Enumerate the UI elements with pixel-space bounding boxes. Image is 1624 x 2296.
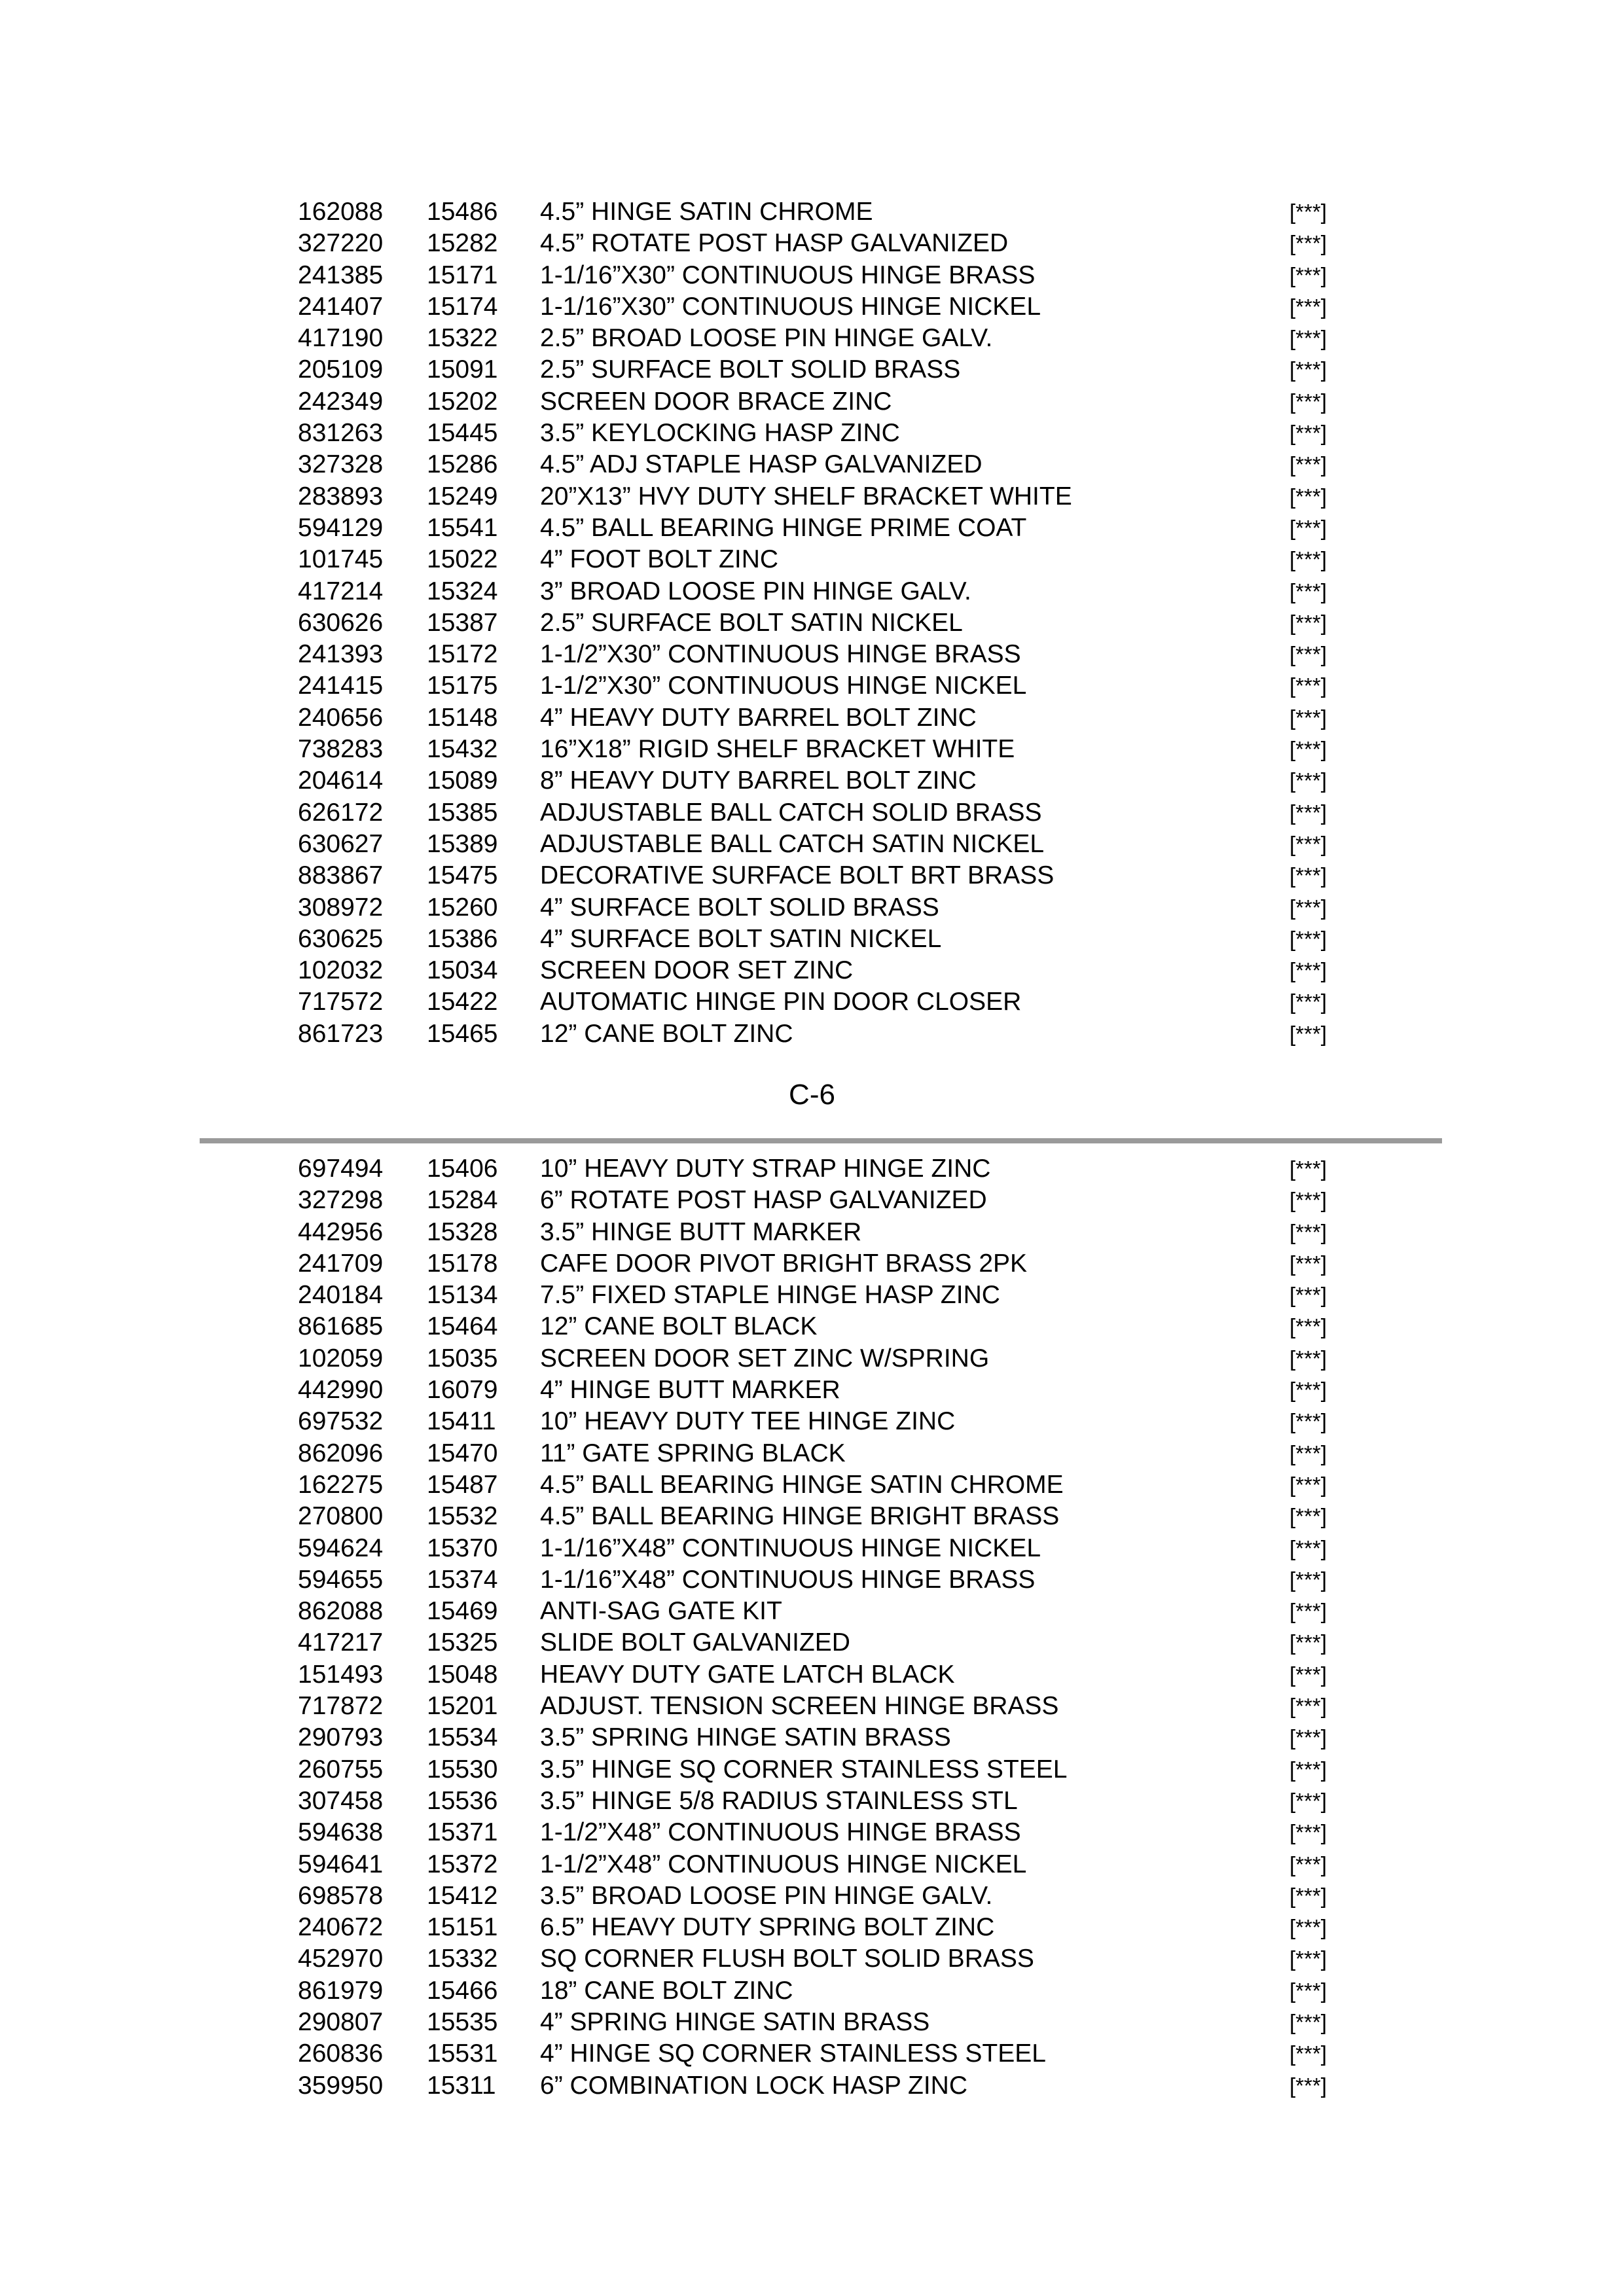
item-description: 6” ROTATE POST HASP GALVANIZED [540, 1186, 987, 1215]
sku-number: 15536 [427, 1786, 498, 1815]
table-row [298, 860, 1345, 891]
sku-number: 15091 [427, 355, 498, 384]
sku-number: 15541 [427, 513, 498, 542]
item-description: ADJUSTABLE BALL CATCH SATIN NICKEL [540, 829, 1045, 858]
item-description: 4.5” BALL BEARING HINGE BRIGHT BRASS [540, 1502, 1060, 1531]
price-redacted: [***] [1290, 1946, 1327, 1971]
table-row [298, 639, 1345, 670]
item-description: 4.5” ROTATE POST HASP GALVANIZED [540, 229, 1009, 258]
item-description: 8” HEAVY DUTY BARREL BOLT ZINC [540, 766, 977, 795]
table-row [298, 1785, 1345, 1817]
table-row [298, 955, 1345, 986]
table-row [298, 1849, 1345, 1880]
table-row [298, 1659, 1345, 1691]
item-number: 240656 [298, 703, 384, 732]
price-redacted: [***] [1290, 357, 1327, 382]
table-row [298, 702, 1345, 734]
price-redacted: [***] [1290, 1757, 1327, 1782]
item-number: 327220 [298, 229, 384, 258]
table-row [298, 512, 1345, 544]
item-description: 2.5” SURFACE BOLT SOLID BRASS [540, 355, 961, 384]
item-description: SCREEN DOOR BRACE ZINC [540, 387, 892, 416]
item-number: 442956 [298, 1217, 384, 1246]
sku-number: 15530 [427, 1755, 498, 1784]
price-redacted: [***] [1290, 421, 1327, 446]
item-description: 3.5” HINGE BUTT MARKER [540, 1217, 862, 1246]
sku-number: 15386 [427, 924, 498, 953]
sku-number: 15089 [427, 766, 498, 795]
item-number: 630625 [298, 924, 384, 953]
item-number: 102032 [298, 956, 384, 985]
sku-number: 15134 [427, 1281, 498, 1310]
table-row [298, 386, 1345, 418]
price-redacted: [***] [1290, 1346, 1327, 1371]
sku-number: 15284 [427, 1186, 498, 1215]
item-description: ANTI-SAG GATE KIT [540, 1597, 782, 1626]
sku-number: 15411 [427, 1407, 496, 1436]
price-redacted: [***] [1290, 1314, 1327, 1339]
item-number: 417214 [298, 577, 384, 605]
item-number: 240672 [298, 1913, 384, 1942]
price-redacted: [***] [1290, 863, 1327, 888]
price-redacted: [***] [1290, 2073, 1327, 2098]
sku-number: 15325 [427, 1628, 498, 1657]
item-number: 594624 [298, 1534, 384, 1562]
item-description: 1-1/16”X30” CONTINUOUS HINGE NICKEL [540, 292, 1041, 321]
item-number: 861685 [298, 1312, 384, 1341]
table-row [298, 1533, 1345, 1564]
table-row [298, 1311, 1345, 1342]
item-description: 7.5” FIXED STAPLE HINGE HASP ZINC [540, 1281, 1000, 1310]
price-redacted: [***] [1290, 1852, 1327, 1876]
price-redacted: [***] [1290, 1725, 1327, 1750]
sku-number: 15148 [427, 703, 498, 732]
item-description: 12” CANE BOLT ZINC [540, 1019, 793, 1048]
item-number: 883867 [298, 861, 384, 890]
table-row [298, 291, 1345, 323]
table-row [298, 1596, 1345, 1627]
product-table-top [298, 196, 1345, 1050]
item-number: 452970 [298, 1945, 384, 1973]
price-redacted: [***] [1290, 1788, 1327, 1813]
price-redacted: [***] [1290, 895, 1327, 920]
table-row [298, 1185, 1345, 1216]
item-number: 717872 [298, 1692, 384, 1721]
table-row [298, 323, 1345, 354]
sku-number: 15385 [427, 798, 498, 827]
item-description: 10” HEAVY DUTY TEE HINGE ZINC [540, 1407, 956, 1436]
price-redacted: [***] [1290, 1378, 1327, 1403]
sku-number: 15370 [427, 1534, 498, 1562]
sku-number: 15311 [427, 2071, 496, 2100]
item-number: 717572 [298, 988, 384, 1016]
price-redacted: [***] [1290, 579, 1327, 603]
item-description: SCREEN DOOR SET ZINC W/SPRING [540, 1344, 990, 1372]
item-description: CAFE DOOR PIVOT BRIGHT BRASS 2PK [540, 1249, 1028, 1278]
price-redacted: [***] [1290, 2041, 1327, 2066]
item-description: 1-1/16”X48” CONTINUOUS HINGE NICKEL [540, 1534, 1041, 1562]
table-row [298, 1438, 1345, 1469]
item-number: 861723 [298, 1019, 384, 1048]
table-row [298, 1564, 1345, 1596]
price-redacted: [***] [1290, 231, 1327, 256]
item-description: 10” HEAVY DUTY STRAP HINGE ZINC [540, 1155, 991, 1183]
item-number: 417190 [298, 324, 384, 353]
item-description: SQ CORNER FLUSH BOLT SOLID BRASS [540, 1945, 1034, 1973]
sku-number: 15389 [427, 829, 498, 858]
item-number: 307458 [298, 1786, 384, 1815]
sku-number: 15475 [427, 861, 498, 890]
table-row [298, 1343, 1345, 1374]
price-redacted: [***] [1290, 1219, 1327, 1244]
item-description: 4” FOOT BOLT ZINC [540, 545, 779, 574]
item-description: 18” CANE BOLT ZINC [540, 1976, 793, 2005]
item-number: 241393 [298, 640, 384, 669]
price-redacted: [***] [1290, 1021, 1327, 1046]
item-number: 630626 [298, 608, 384, 637]
item-number: 242349 [298, 387, 384, 416]
price-redacted: [***] [1290, 1504, 1327, 1529]
price-redacted: [***] [1290, 1915, 1327, 1940]
table-row [298, 1280, 1345, 1311]
price-redacted: [***] [1290, 990, 1327, 1014]
item-number: 594638 [298, 1818, 384, 1847]
sku-number: 15175 [427, 672, 498, 700]
item-description: 4.5” ADJ STAPLE HASP GALVANIZED [540, 450, 983, 479]
item-number: 270800 [298, 1502, 384, 1531]
table-row [298, 1018, 1345, 1050]
item-number: 697494 [298, 1155, 384, 1183]
page-label: C-6 [789, 1079, 835, 1111]
item-description: 4” SPRING HINGE SATIN BRASS [540, 2008, 930, 2037]
price-redacted: [***] [1290, 262, 1327, 287]
price-redacted: [***] [1290, 831, 1327, 856]
price-redacted: [***] [1290, 800, 1327, 825]
sku-number: 15465 [427, 1019, 498, 1048]
sku-number: 15022 [427, 545, 498, 574]
price-redacted: [***] [1290, 768, 1327, 793]
price-redacted: [***] [1290, 452, 1327, 477]
price-redacted: [***] [1290, 926, 1327, 951]
sku-number: 15535 [427, 2008, 498, 2037]
item-number: 205109 [298, 355, 384, 384]
item-description: 6.5” HEAVY DUTY SPRING BOLT ZINC [540, 1913, 995, 1942]
table-row [298, 892, 1345, 924]
table-row [298, 2038, 1345, 2070]
sku-number: 15374 [427, 1565, 498, 1594]
price-redacted: [***] [1290, 1409, 1327, 1434]
table-row [298, 1912, 1345, 1943]
table-row [298, 2070, 1345, 2102]
sku-number: 15372 [427, 1850, 498, 1878]
item-number: 162275 [298, 1470, 384, 1499]
price-redacted: [***] [1290, 326, 1327, 351]
item-description: 3.5” BROAD LOOSE PIN HINGE GALV. [540, 1881, 993, 1910]
item-number: 241385 [298, 260, 384, 289]
item-number: 359950 [298, 2071, 384, 2100]
sku-number: 15174 [427, 292, 498, 321]
item-description: 3.5” SPRING HINGE SATIN BRASS [540, 1723, 951, 1752]
item-description: 3.5” HINGE 5/8 RADIUS STAINLESS STL [540, 1786, 1018, 1815]
price-redacted: [***] [1290, 1694, 1327, 1719]
item-number: 162088 [298, 198, 384, 226]
sku-number: 16079 [427, 1376, 498, 1405]
item-description: SCREEN DOOR SET ZINC [540, 956, 854, 985]
item-description: 3” BROAD LOOSE PIN HINGE GALV. [540, 577, 971, 605]
sku-number: 15202 [427, 387, 498, 416]
sku-number: 15171 [427, 260, 498, 289]
price-redacted: [***] [1290, 610, 1327, 635]
sku-number: 15201 [427, 1692, 498, 1721]
item-description: 3.5” HINGE SQ CORNER STAINLESS STEEL [540, 1755, 1068, 1784]
sku-number: 15282 [427, 229, 498, 258]
sku-number: 15445 [427, 419, 498, 448]
price-redacted: [***] [1290, 200, 1327, 224]
table-row [298, 1627, 1345, 1659]
price-redacted: [***] [1290, 389, 1327, 414]
item-number: 283893 [298, 482, 384, 511]
item-description: 20”X13” HVY DUTY SHELF BRACKET WHITE [540, 482, 1072, 511]
item-description: 4.5” BALL BEARING HINGE SATIN CHROME [540, 1470, 1064, 1499]
item-description: 4” HINGE BUTT MARKER [540, 1376, 840, 1405]
sku-number: 15464 [427, 1312, 498, 1341]
item-description: 12” CANE BOLT BLACK [540, 1312, 818, 1341]
item-description: 1-1/2”X30” CONTINUOUS HINGE NICKEL [540, 672, 1027, 700]
table-row [298, 924, 1345, 955]
table-row [298, 1406, 1345, 1437]
table-row [298, 1469, 1345, 1501]
sku-number: 15322 [427, 324, 498, 353]
sku-number: 15469 [427, 1597, 498, 1626]
item-description: AUTOMATIC HINGE PIN DOOR CLOSER [540, 988, 1022, 1016]
table-row [298, 1754, 1345, 1785]
price-redacted: [***] [1290, 737, 1327, 762]
price-redacted: [***] [1290, 1251, 1327, 1276]
item-number: 594129 [298, 513, 384, 542]
page-divider [200, 1138, 1442, 1143]
sku-number: 15034 [427, 956, 498, 985]
price-redacted: [***] [1290, 673, 1327, 698]
item-number: 327328 [298, 450, 384, 479]
table-row [298, 986, 1345, 1018]
sku-number: 15466 [427, 1976, 498, 2005]
table-row [298, 576, 1345, 607]
sku-number: 15286 [427, 450, 498, 479]
item-number: 738283 [298, 735, 384, 764]
item-number: 327298 [298, 1186, 384, 1215]
table-row [298, 449, 1345, 480]
price-redacted: [***] [1290, 2010, 1327, 2035]
table-row [298, 734, 1345, 765]
item-description: 4” SURFACE BOLT SATIN NICKEL [540, 924, 942, 953]
item-number: 594655 [298, 1565, 384, 1594]
table-row [298, 829, 1345, 860]
table-row [298, 544, 1345, 575]
item-number: 626172 [298, 798, 384, 827]
item-number: 862088 [298, 1597, 384, 1626]
price-redacted: [***] [1290, 705, 1327, 730]
sku-number: 15406 [427, 1155, 498, 1183]
sku-number: 15249 [427, 482, 498, 511]
item-description: 4” SURFACE BOLT SOLID BRASS [540, 893, 939, 922]
item-description: 3.5” KEYLOCKING HASP ZINC [540, 419, 900, 448]
item-description: 11” GATE SPRING BLACK [540, 1439, 846, 1467]
table-row [298, 2007, 1345, 2038]
item-number: 204614 [298, 766, 384, 795]
table-row [298, 1153, 1345, 1185]
item-description: 4” HEAVY DUTY BARREL BOLT ZINC [540, 703, 977, 732]
table-row [298, 765, 1345, 797]
sku-number: 15035 [427, 1344, 498, 1372]
sku-number: 15432 [427, 735, 498, 764]
item-number: 697532 [298, 1407, 384, 1436]
table-row [298, 481, 1345, 512]
item-number: 240184 [298, 1281, 384, 1310]
sku-number: 15172 [427, 640, 498, 669]
sku-number: 15048 [427, 1660, 498, 1689]
table-row [298, 354, 1345, 386]
item-description: 16”X18” RIGID SHELF BRACKET WHITE [540, 735, 1015, 764]
price-redacted: [***] [1290, 1535, 1327, 1560]
table-row [298, 228, 1345, 259]
item-number: 290793 [298, 1723, 384, 1752]
table-row [298, 670, 1345, 702]
sku-number: 15534 [427, 1723, 498, 1752]
sku-number: 15371 [427, 1818, 498, 1847]
item-number: 861979 [298, 1976, 384, 2005]
table-row [298, 1943, 1345, 1975]
sku-number: 15178 [427, 1249, 498, 1278]
item-description: ADJUSTABLE BALL CATCH SOLID BRASS [540, 798, 1042, 827]
item-description: 1-1/2”X48” CONTINUOUS HINGE BRASS [540, 1818, 1021, 1847]
item-description: 1-1/16”X48” CONTINUOUS HINGE BRASS [540, 1565, 1036, 1594]
sku-number: 15531 [427, 2039, 498, 2068]
table-row [298, 1975, 1345, 2007]
item-description: ADJUST. TENSION SCREEN HINGE BRASS [540, 1692, 1059, 1721]
sku-number: 15387 [427, 608, 498, 637]
item-description: 4.5” BALL BEARING HINGE PRIME COAT [540, 513, 1027, 542]
item-number: 101745 [298, 545, 384, 574]
item-number: 260755 [298, 1755, 384, 1784]
sku-number: 15260 [427, 893, 498, 922]
item-number: 260836 [298, 2039, 384, 2068]
table-row [298, 1501, 1345, 1532]
table-row [298, 1817, 1345, 1848]
sku-number: 15324 [427, 577, 498, 605]
table-row [298, 1691, 1345, 1722]
price-redacted: [***] [1290, 1978, 1327, 2003]
price-redacted: [***] [1290, 1567, 1327, 1592]
item-number: 308972 [298, 893, 384, 922]
item-description: SLIDE BOLT GALVANIZED [540, 1628, 850, 1657]
item-number: 442990 [298, 1376, 384, 1405]
table-row [298, 418, 1345, 449]
table-row [298, 260, 1345, 291]
price-redacted: [***] [1290, 547, 1327, 572]
price-redacted: [***] [1290, 1157, 1327, 1181]
item-description: 4” HINGE SQ CORNER STAINLESS STEEL [540, 2039, 1046, 2068]
item-description: 1-1/16”X30” CONTINUOUS HINGE BRASS [540, 260, 1036, 289]
price-redacted: [***] [1290, 1188, 1327, 1213]
price-redacted: [***] [1290, 294, 1327, 319]
sku-number: 15470 [427, 1439, 498, 1467]
item-description: 1-1/2”X30” CONTINUOUS HINGE BRASS [540, 640, 1021, 669]
item-description: 2.5” BROAD LOOSE PIN HINGE GALV. [540, 324, 993, 353]
item-description: 1-1/2”X48” CONTINUOUS HINGE NICKEL [540, 1850, 1027, 1878]
table-row [298, 797, 1345, 829]
sku-number: 15486 [427, 198, 498, 226]
item-description: HEAVY DUTY GATE LATCH BLACK [540, 1660, 955, 1689]
price-redacted: [***] [1290, 642, 1327, 667]
table-row [298, 1248, 1345, 1280]
table-row [298, 196, 1345, 228]
price-redacted: [***] [1290, 484, 1327, 509]
price-redacted: [***] [1290, 1883, 1327, 1908]
sku-number: 15151 [427, 1913, 498, 1942]
item-number: 241709 [298, 1249, 384, 1278]
item-description: 6” COMBINATION LOCK HASP ZINC [540, 2071, 967, 2100]
sku-number: 15422 [427, 988, 498, 1016]
item-number: 630627 [298, 829, 384, 858]
item-number: 151493 [298, 1660, 384, 1689]
table-row [298, 1217, 1345, 1248]
item-description: 4.5” HINGE SATIN CHROME [540, 198, 873, 226]
price-redacted: [***] [1290, 1820, 1327, 1845]
product-table-bottom [298, 1153, 1345, 2102]
item-number: 241415 [298, 672, 384, 700]
price-redacted: [***] [1290, 1662, 1327, 1687]
item-number: 241407 [298, 292, 384, 321]
item-description: DECORATIVE SURFACE BOLT BRT BRASS [540, 861, 1055, 890]
sku-number: 15332 [427, 1945, 498, 1973]
table-row [298, 1722, 1345, 1753]
table-row [298, 607, 1345, 639]
sku-number: 15412 [427, 1881, 498, 1910]
sku-number: 15532 [427, 1502, 498, 1531]
item-number: 102059 [298, 1344, 384, 1372]
price-redacted: [***] [1290, 1283, 1327, 1308]
item-number: 417217 [298, 1628, 384, 1657]
price-redacted: [***] [1290, 1472, 1327, 1497]
sku-number: 15328 [427, 1217, 498, 1246]
item-number: 862096 [298, 1439, 384, 1467]
table-row [298, 1374, 1345, 1406]
item-description: 2.5” SURFACE BOLT SATIN NICKEL [540, 608, 963, 637]
item-number: 594641 [298, 1850, 384, 1878]
item-number: 831263 [298, 419, 384, 448]
price-redacted: [***] [1290, 958, 1327, 983]
price-redacted: [***] [1290, 515, 1327, 540]
item-number: 290807 [298, 2008, 384, 2037]
item-number: 698578 [298, 1881, 384, 1910]
sku-number: 15487 [427, 1470, 498, 1499]
table-row [298, 1880, 1345, 1912]
price-redacted: [***] [1290, 1599, 1327, 1624]
price-redacted: [***] [1290, 1441, 1327, 1465]
price-redacted: [***] [1290, 1630, 1327, 1655]
